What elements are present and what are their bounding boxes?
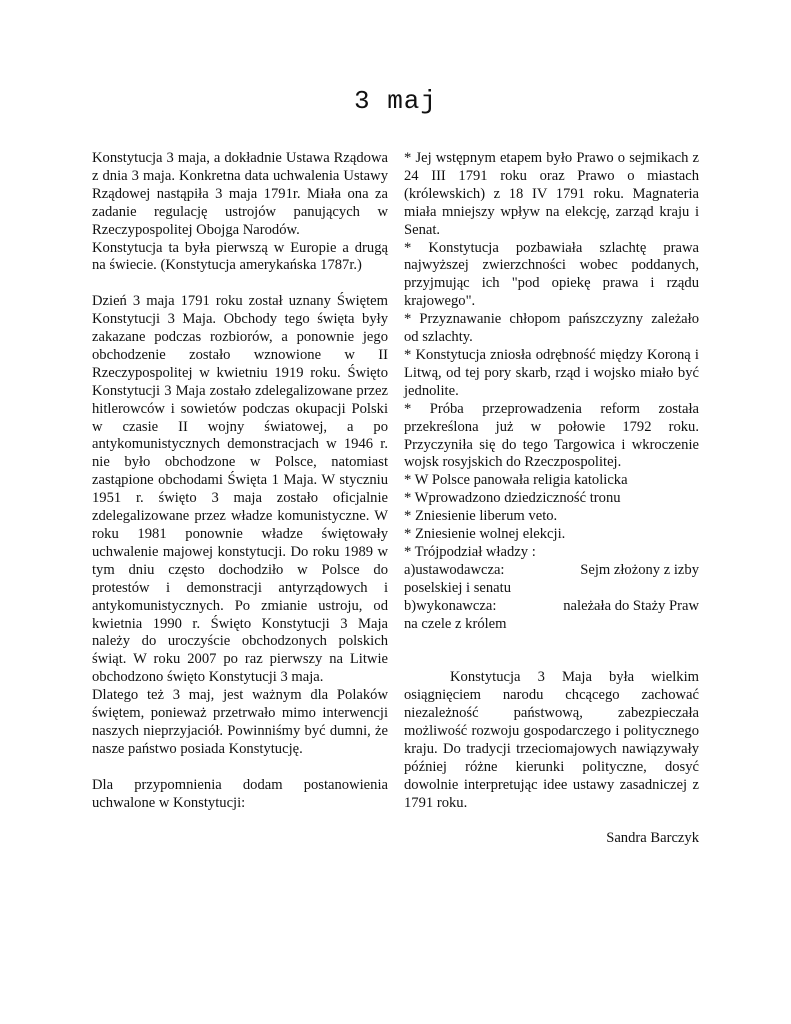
list-item: * Próba przeprowadzenia reform została przekreślona już w połowie 1792 roku. Przyczyniła się do tego Targowica i wkroczenie wojsk rosyjskich do Rzeczpospolitej. [404, 400, 699, 471]
power-legislative-text: Sejm złożony z izby [580, 561, 699, 578]
paragraph-conclusion: Konstytucja 3 Maja była wielkim osiągnięciem narodu chcącego zachować niezależność państwową, zabezpieczała możliwość rozwoju gospodarczego i politycznego kraju. Do tradycji trzeciomajowych nawiązywały później różne kierunki polityczne, dosyć dowolnie interpretując idee ustawy zasadniczej z 1791 roku. [404, 669, 699, 811]
list-item: * Trójpodział władzy : [404, 543, 536, 560]
list-item: * W Polsce panowała religia katolicka [404, 472, 628, 489]
list-item: * Konstytucja pozbawiała szlachtę prawa najwyższej zwierzchności wobec poddanych, przyjmując ich "pod opiekę prawa i rządu krajowego". [404, 239, 699, 310]
paragraph-holiday-history: Dzień 3 maja 1791 roku został uznany Świętem Konstytucji 3 Maja. Obchody tego święta były zakazane podczas rozbiorów, a ponownie jego obchodzenie zostało wznowione w II Rzeczypospolitej w kwietniu 1919 roku. Święto Konstytucji 3 Maja zostało zdelegalizowane przez hitlerowców i sowietów podczas okupacji Polski w czasie II wojny światowej, a po antykomunistycznych demonstracjach w 1946 r. nie było obchodzone w Polsce, natomiast zastąpione obchodami Święta 1 Maja. W styczniu 1951 r. święto 3 maja zostało oficjalnie zdelegalizowane przez władze komunistyczne. W roku 1981 ponownie władze świętowały uchwalenie majowej konstytucji. Do roku 1989 w tym dniu często dochodziło w Polsce do protestów i demonstracji antyrządowych i antykomunistycznych. Po zmianie ustroju, od kwietnia 1990 r. Święto Konstytucji 3 Maja należy do uroczyście obchodzonych polskich świąt. W roku 2007 po raz pierwszy na Litwie obchodzono święto Konstytucji 3 maja. [92, 293, 388, 686]
list-item: * Jej wstępnym etapem było Prawo o sejmikach z 24 III 1791 roku oraz Prawo o miastach (królewskich) z 18 IV 1791 roku. Magnateria miała mniejszy wpływ na elekcję, zarząd kraju i Senat. [404, 150, 699, 238]
list-item: * Zniesienie liberum veto. [404, 508, 558, 525]
list-item: * Wprowadzono dziedziczność tronu [404, 490, 621, 507]
power-legislative-continuation: poselskiej i senatu [404, 579, 512, 596]
page-title: 3 maj [353, 86, 437, 116]
list-item: * Zniesienie wolnej elekcji. [404, 526, 566, 543]
paragraph-intro: Konstytucja 3 maja, a dokładnie Ustawa Rządowa z dnia 3 maja. Konkretna data uchwalenia Ustawy Rządowej nastąpiła 3 maja 1791r. Miała ona za zadanie regulację ustrojów panujących w Rzeczypospolitej Obojga Narodów. [92, 150, 388, 238]
right-column [404, 150, 699, 848]
paragraph-gap [404, 633, 699, 651]
list-item: * Przyznawanie chłopom pańszczyzny zależało od szlachty. [404, 311, 699, 346]
paragraph-importance: Dlatego też 3 maj, jest ważnym dla Polaków świętem, ponieważ przetrwało mimo interwencji naszych nieprzyjaciół. Powinniśmy być dumni, że nasze państwo posiada Konstytucję. [92, 687, 388, 757]
paragraph-gap [92, 759, 388, 777]
paragraph-first-constitution: Konstytucja ta była pierwszą w Europie a drugą na świecie. (Konstytucja amerykańska 1787r.) [92, 239, 388, 274]
paragraph-provisions-intro: Dla przypomnienia dodam postanowienia uchwalone w Konstytucji: [92, 776, 388, 811]
paragraph-gap [404, 813, 699, 831]
paragraph-gap [92, 275, 388, 293]
power-legislative-label: a)ustawodawcza: [404, 561, 505, 578]
power-executive-row [404, 598, 699, 616]
power-legislative-row [404, 562, 699, 580]
list-item: * Konstytucja zniosła odrębność między Koroną i Litwą, od tej pory skarb, rząd i wojsko miało być jednolite. [404, 346, 699, 399]
power-executive-label: b)wykonawcza: [404, 597, 497, 614]
paragraph-gap [404, 651, 699, 669]
left-column [92, 150, 388, 813]
power-executive-text: należała do Staży Praw [563, 597, 699, 614]
power-executive-continuation: na czele z królem [404, 615, 507, 632]
author-signature: Sandra Barczyk [606, 830, 699, 847]
